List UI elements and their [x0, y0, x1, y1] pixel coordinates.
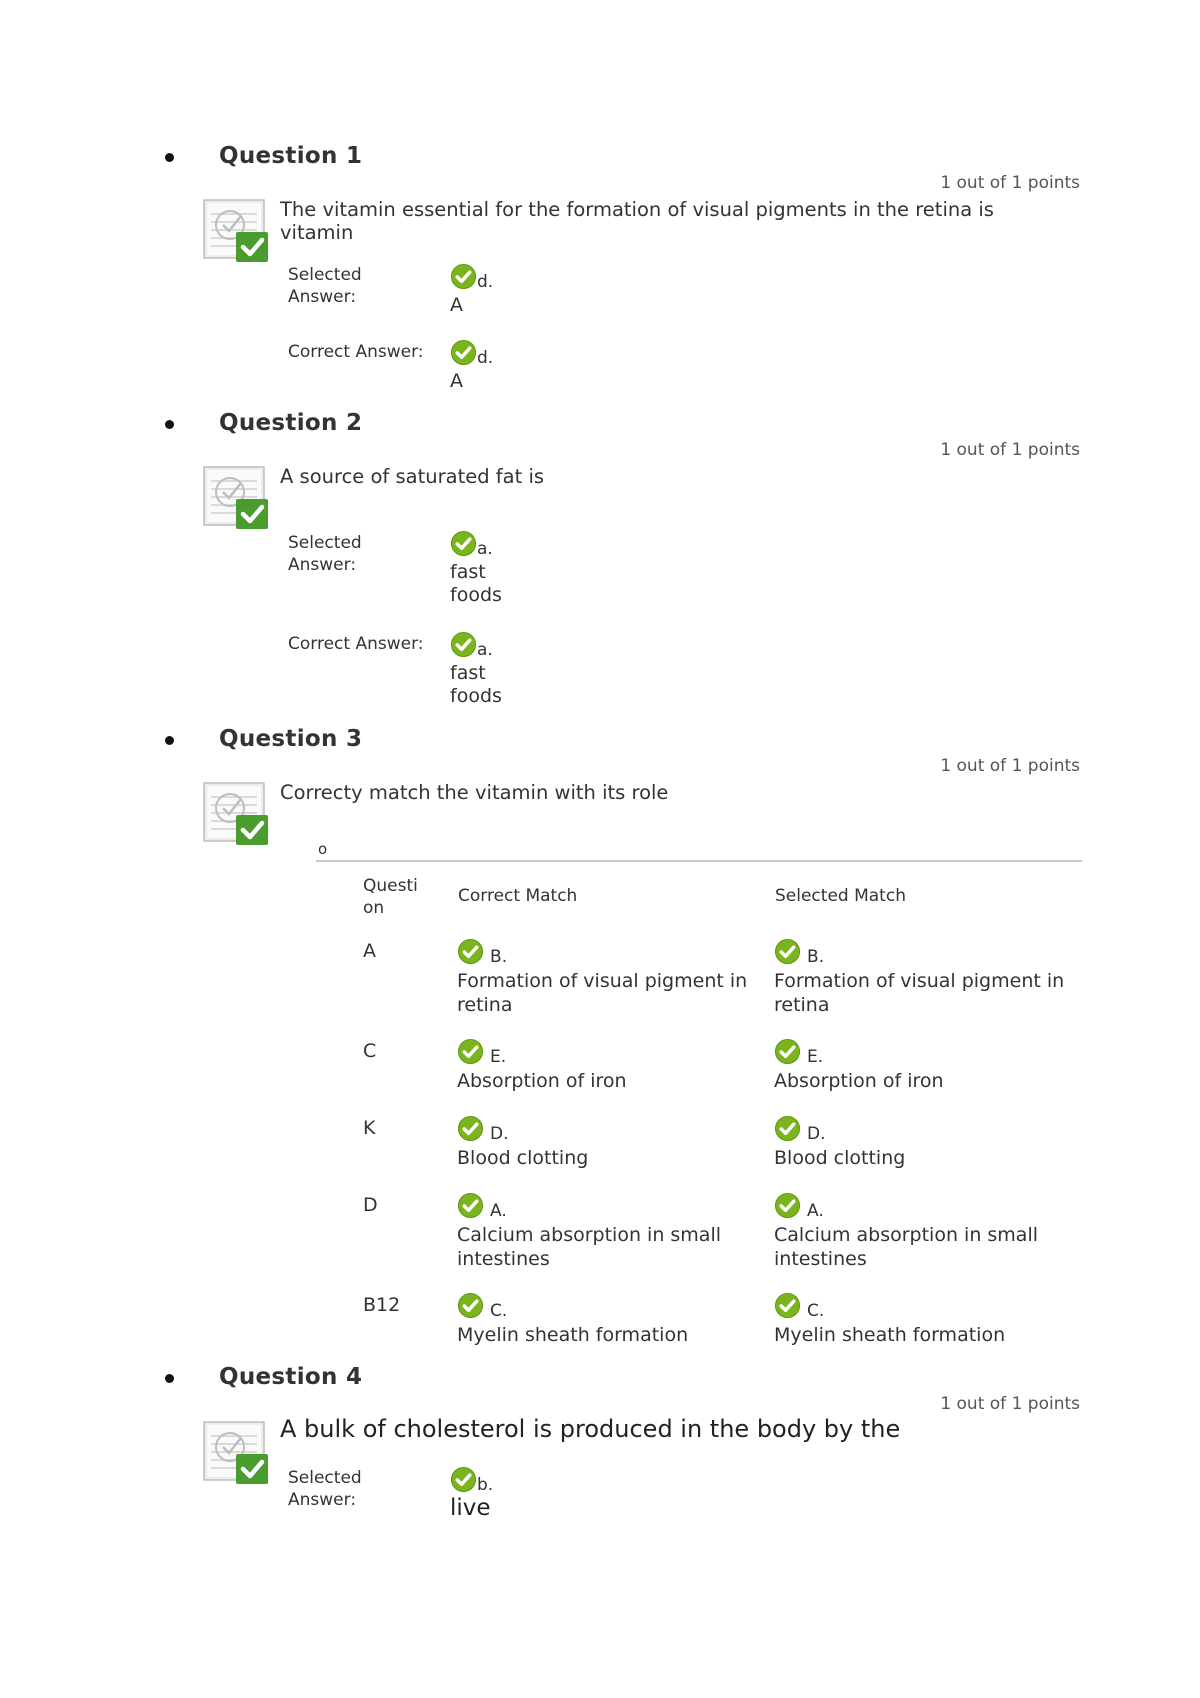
match-question-cell: D — [363, 1194, 378, 1216]
selected-answer-label: Selected Answer: — [288, 533, 362, 575]
correct-check-icon — [450, 263, 477, 290]
match-letter: B. — [807, 947, 825, 967]
match-letter: D. — [807, 1124, 826, 1144]
question-points: 1 out of 1 points — [940, 756, 1080, 776]
match-text: Myelin sheath formation — [457, 1324, 689, 1346]
correct-check-icon — [457, 938, 484, 965]
selected-answer — [450, 1466, 493, 1520]
bullet — [165, 153, 174, 162]
question-title: Question 3 — [219, 726, 363, 752]
match-text: Formation of visual pigment in retina — [774, 970, 1065, 1016]
answer-text: live — [450, 1495, 491, 1521]
selected-match-cell — [774, 1292, 1074, 1347]
question-points: 1 out of 1 points — [940, 1394, 1080, 1414]
question-title: Question 2 — [219, 410, 363, 436]
correct-answer — [450, 631, 520, 708]
answer-letter: d. — [477, 272, 494, 292]
correct-check-icon — [774, 1115, 801, 1142]
correct-match-cell — [457, 1292, 757, 1347]
table-divider — [316, 860, 1082, 862]
bullet — [165, 420, 174, 429]
correct-check-icon — [450, 339, 477, 366]
answer-letter: b. — [477, 1475, 494, 1495]
match-letter: B. — [490, 947, 508, 967]
match-letter: E. — [490, 1047, 507, 1067]
question-title: Question 4 — [219, 1364, 363, 1390]
correct-check-icon — [450, 631, 477, 658]
correct-match-cell — [457, 938, 757, 1017]
match-question-cell: B12 — [363, 1294, 401, 1316]
correct-check-icon — [774, 1292, 801, 1319]
selected-answer — [450, 530, 520, 607]
correct-check-icon — [774, 1192, 801, 1219]
answer-letter: d. — [477, 348, 494, 368]
match-letter: C. — [490, 1301, 508, 1321]
selected-answer — [450, 263, 493, 317]
match-question-cell: C — [363, 1040, 377, 1062]
correct-check-icon — [457, 1192, 484, 1219]
match-letter: A. — [807, 1201, 824, 1221]
match-text: Formation of visual pigment in retina — [457, 970, 748, 1016]
question-status-icon — [201, 196, 271, 266]
selected-match-cell — [774, 938, 1074, 1017]
sub-list-marker: o — [318, 840, 328, 858]
question-points: 1 out of 1 points — [940, 173, 1080, 193]
match-letter: A. — [490, 1201, 507, 1221]
match-text: Calcium absorption in small intestines — [774, 1224, 1039, 1270]
column-header-selected-match: Selected Match — [775, 886, 906, 906]
bullet — [165, 1374, 174, 1383]
match-text: Calcium absorption in small intestines — [457, 1224, 722, 1270]
correct-check-icon — [457, 1292, 484, 1319]
question-text: A bulk of cholesterol is produced in the body by the — [280, 1415, 901, 1443]
selected-answer-label: Selected Answer: — [288, 265, 362, 307]
match-letter: C. — [807, 1301, 825, 1321]
match-letter: D. — [490, 1124, 509, 1144]
question-status-icon — [201, 1418, 271, 1488]
correct-match-cell — [457, 1192, 757, 1271]
correct-check-icon — [457, 1038, 484, 1065]
correct-check-icon — [457, 1115, 484, 1142]
match-text: Blood clotting — [774, 1147, 906, 1169]
correct-check-icon — [774, 1038, 801, 1065]
question-text: A source of saturated fat is — [280, 465, 545, 488]
selected-match-cell — [774, 1115, 1074, 1170]
question-status-icon — [201, 779, 271, 849]
correct-match-cell — [457, 1038, 757, 1093]
match-text: Myelin sheath formation — [774, 1324, 1006, 1346]
match-question-cell: A — [363, 940, 376, 962]
answer-letter: a. — [477, 539, 493, 559]
match-text: Absorption of iron — [457, 1070, 627, 1092]
question-status-icon — [201, 463, 271, 533]
question-title: Question 1 — [219, 143, 363, 169]
match-letter: E. — [807, 1047, 824, 1067]
question-text: The vitamin essential for the formation of visual pigments in the retina is vitamin — [280, 198, 994, 244]
correct-check-icon — [450, 1466, 477, 1493]
match-question-cell: K — [363, 1117, 376, 1139]
correct-answer-label: Correct Answer: — [288, 634, 424, 654]
correct-match-cell — [457, 1115, 757, 1170]
question-text: Correcty match the vitamin with its role — [280, 781, 669, 804]
selected-match-cell — [774, 1192, 1074, 1271]
question-points: 1 out of 1 points — [940, 440, 1080, 460]
column-header-correct-match: Correct Match — [458, 886, 578, 906]
answer-text: fast foods — [450, 662, 502, 707]
correct-answer-label: Correct Answer: — [288, 342, 424, 362]
answer-text: A — [450, 370, 463, 392]
column-header-question: Question — [363, 876, 418, 918]
correct-check-icon — [450, 530, 477, 557]
correct-answer — [450, 339, 493, 393]
answer-letter: a. — [477, 640, 493, 660]
bullet — [165, 736, 174, 745]
match-text: Absorption of iron — [774, 1070, 944, 1092]
correct-check-icon — [774, 938, 801, 965]
selected-match-cell — [774, 1038, 1074, 1093]
answer-text: fast foods — [450, 561, 502, 606]
selected-answer-label: Selected Answer: — [288, 1468, 362, 1510]
answer-text: A — [450, 294, 463, 316]
match-text: Blood clotting — [457, 1147, 589, 1169]
